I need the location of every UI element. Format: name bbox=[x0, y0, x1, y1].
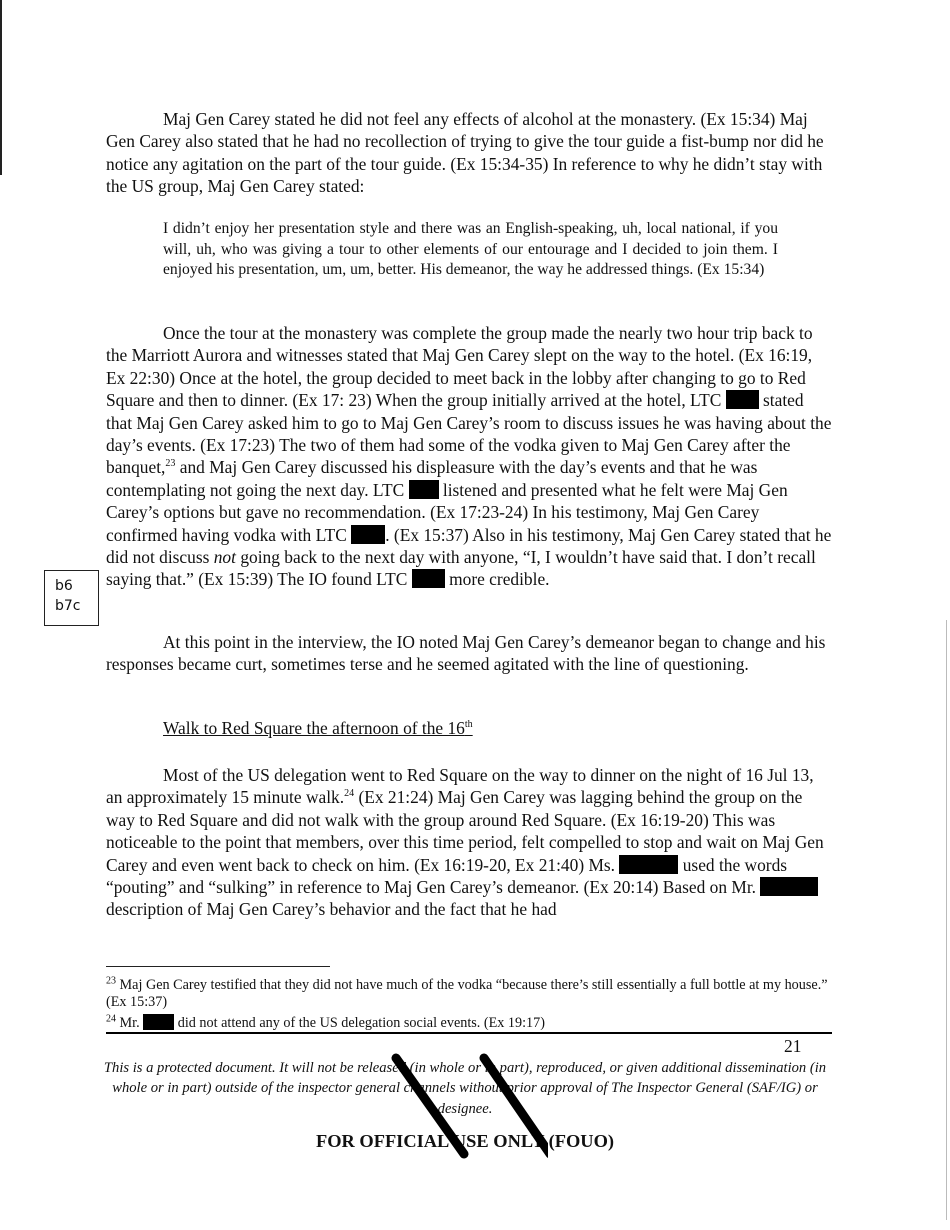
redaction-box bbox=[409, 480, 439, 499]
strike-through-x-mark bbox=[388, 1052, 548, 1162]
x-mark-stroke bbox=[484, 1058, 548, 1154]
footnote-23: $^{23}$ Maj Gen Carey testified that they did not have much of the vodka “because there’s still essentially a full bottle at my house.” (Ex 15:37) bbox=[106, 975, 828, 1010]
section-heading: Walk to Red Square the afternoon of the 16th bbox=[163, 718, 473, 738]
protected-document-notice: This is a protected document. It will not be released (in whole or in part), reproduced, or given additional dissemination (in whole or in part) outside of the inspector general channels without prior approval of The Inspector General (SAF/IG) or designee. bbox=[103, 1060, 827, 1117]
footnote-24: $^{24}$ Mr. did not attend any of the US delegation social events. (Ex 19:17) bbox=[106, 1013, 545, 1031]
foia-exemption-stamp: b6 b7c bbox=[44, 570, 99, 626]
scan-edge-line-right bbox=[946, 620, 947, 1220]
footnote-ref-24: 24 bbox=[344, 788, 355, 800]
paragraph-hotel-meeting: Once the tour at the monastery was complete the group made the nearly two hour trip back to the Marriott Aurora and witnesses stated that Maj Gen Carey slept on the way to the hotel. (Ex 16:19, Ex 22:30) Once at the hotel, the group decided to meet back in the lobby after changing to go to Red Square and then to dinner. (Ex 17: 23) When the group initially arrived at the hotel, LTC stated that Maj Gen Carey asked him to go to Maj Gen Carey’s room to discuss issues he was having about the day’s events. (Ex 17:23) The two of them had some of the vodka given to Maj Gen Carey after the banquet,$^{23}$ and Maj Gen Carey discussed his displeasure with the day’s events and that he was contemplating not going the next day. LTC listened and presented what he felt were Maj Gen Carey’s options but gave no recommendation. (Ex 17:23-24) In his testimony, Maj Gen Carey confirmed having vodka with LTC . (Ex 15:37) Also in his testimony, Maj Gen Carey stated that he did not discuss not going back to the next day with anyone, “I, I wouldn’t have said that. I don’t recall saying that.” (Ex 15:39) The IO found LTC more credible. bbox=[106, 323, 832, 590]
redaction-box bbox=[351, 525, 385, 544]
footer-rule bbox=[106, 1032, 832, 1034]
block-quote-testimony: I didn’t enjoy her presentation style and there was an English-speaking, uh, local national, if you will, uh, who was giving a tour to other elements of our entourage and I decided to join them. I enjoyed his presentation, um, um, better. His demeanor, the way he addressed things. (Ex 15:34) bbox=[163, 220, 778, 279]
fouo-marking: FOR OFFICIAL USE ONLY (FOUO) bbox=[315, 1131, 615, 1151]
footnote-separator bbox=[106, 966, 330, 967]
redaction-box bbox=[143, 1014, 174, 1030]
paragraph-alcohol-effects: Maj Gen Carey stated he did not feel any effects of alcohol at the monastery. (Ex 15:34) Maj Gen Carey also stated that he had no recollection of trying to give the tour guide a fist-bump nor did he notice any agitation on the part of the tour guide. (Ex 15:34-35) In reference to why he didn’t stay with the US group, Maj Gen Carey stated: bbox=[106, 109, 824, 197]
redaction-box bbox=[760, 877, 818, 896]
scan-edge-line bbox=[0, 0, 2, 175]
x-mark-stroke bbox=[396, 1058, 464, 1154]
paragraph-red-square-walk: Most of the US delegation went to Red Square on the way to dinner on the night of 16 Jul 13, an approximately 15 minute walk.$^{24}$ (Ex 21:24) Maj Gen Carey was lagging behind the group on the way to Red Square and did not walk with the group around Red Square. (Ex 16:19-20) This was noticeable to the point that members, over this time period, felt compelled to stop and wait on Maj Gen Carey and even went back to check on him. (Ex 16:19-20, Ex 21:40) Ms. used the words “pouting” and “sulking” in reference to Maj Gen Carey’s demeanor. (Ex 20:14) Based on Mr. description of Maj Gen Carey’s behavior and the fact that he had bbox=[106, 765, 824, 920]
footnote-ref-23: 23 bbox=[165, 458, 176, 470]
redaction-box bbox=[726, 390, 759, 409]
page-number: 21 bbox=[784, 1036, 802, 1056]
redaction-box bbox=[619, 855, 678, 874]
paragraph-demeanor-change: At this point in the interview, the IO noted Maj Gen Carey’s demeanor began to change and his responses became curt, sometimes terse and he seemed agitated with the line of questioning. bbox=[106, 632, 826, 675]
redaction-box bbox=[412, 569, 445, 588]
